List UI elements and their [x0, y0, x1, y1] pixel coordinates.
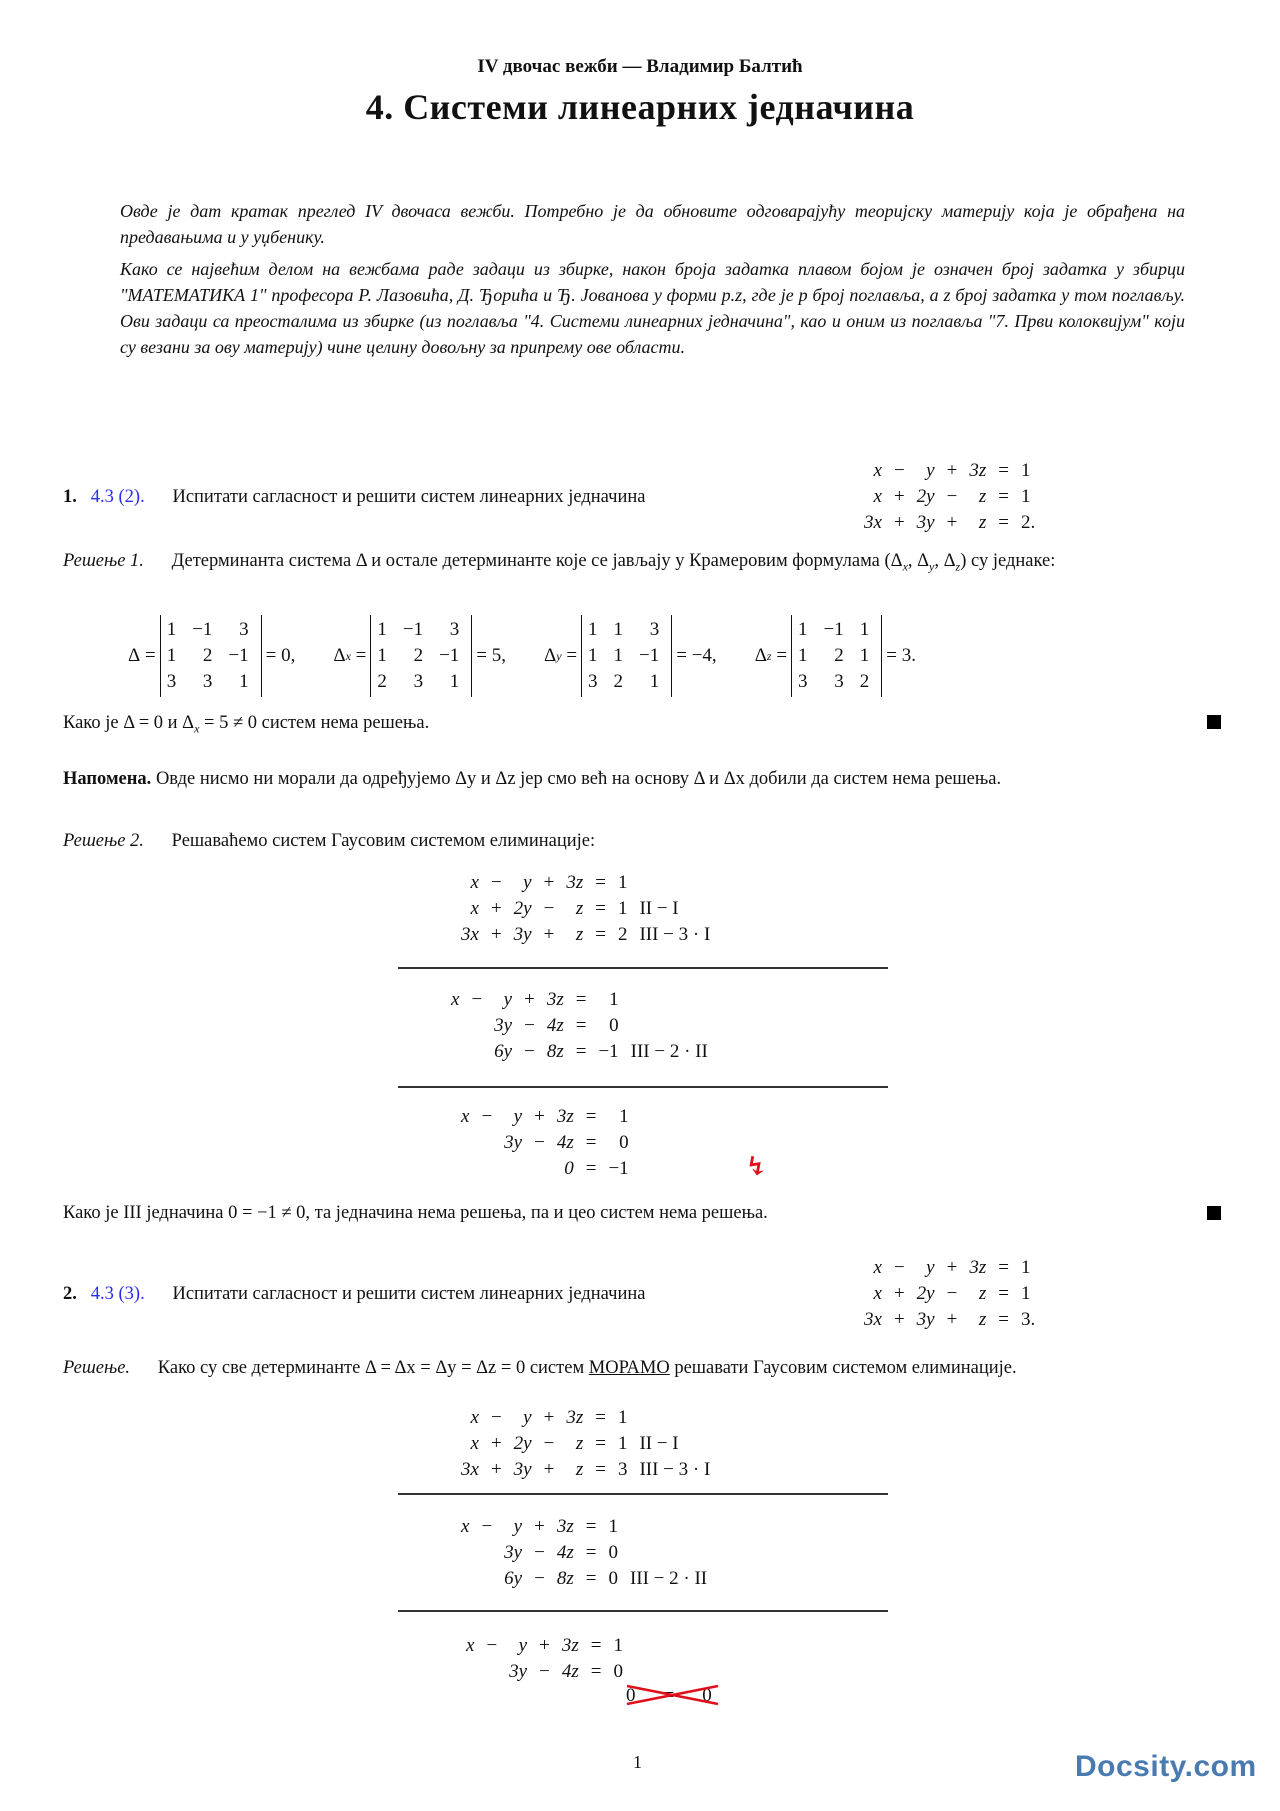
problem-statement: Испитати сагласност и решити систем линеарних једначина [172, 1284, 646, 1304]
note-paragraph: Напомена. Овде нисмо ни морали да одређујемо Δy и Δz јер смо већ на основу Δ и Δx добили да систем нема решења. [63, 769, 1002, 789]
equation-row: x + 2y − z = 1 [873, 486, 1031, 507]
divider [398, 1610, 888, 1612]
determinant-delta: Δ = 1 −1 3 1 2 −1 3 3 1 = 0, [128, 615, 295, 697]
determinant-delta-z: Δ z = 1 −1 1 1 2 1 3 3 2 = 3. [755, 615, 916, 697]
red-cross-out-icon [626, 1684, 720, 1706]
divider [398, 1493, 888, 1495]
docsity-watermark[interactable]: Docsity.com [1075, 1750, 1257, 1783]
gauss-step-3: x − y + 3z = 1 3y − 4z = 0 0 = −1 [461, 1106, 629, 1179]
crossed-out-equation: 0 0 [626, 1685, 712, 1706]
note-label: Напомена. [63, 769, 152, 789]
problem-1-system [858, 458, 1041, 536]
problem-reference-link[interactable]: 4.3 (3). [90, 1284, 145, 1304]
problem-reference-link[interactable]: 4.3 (2). [90, 487, 145, 507]
problem-statement: Испитати сагласност и решити систем линеарних једначина [172, 487, 646, 507]
determinant-delta-x: Δ x = 1 −1 3 1 2 −1 2 3 1 = 5, [333, 615, 506, 697]
gauss-step-1: x − y + 3z = 1 x + 2y − z = 1 II − I 3x + 3y + z = 3 III − 3 · I [461, 1407, 711, 1480]
problem-1-heading [63, 484, 645, 510]
divider [398, 1086, 888, 1088]
contradiction-lightning-icon: ↯ [745, 1152, 768, 1182]
abstract-paragraph-2: Како се највећим делом на вежбама раде задаци из збирке, након броја задатка плавом бојом је означен број задатка у збирци "МАТЕМАТИКА 1" професора Р. Лазовића, Д. Ђорића и Ђ. Јованова у форми p.z, где је p број поглавља, а z број задатка у том поглављу. Ови задаци са преосталима из збирке (из поглавља "4. Системи линеарних једначина", као и оним из поглавља "7. Први колоквијум" који су везани за ову материју) чине целину довољну за припрему ове области. [120, 259, 1185, 357]
qed-square-icon [1207, 1206, 1221, 1220]
problem-number: 2. [63, 1284, 77, 1304]
abstract-paragraph-1: Овде је дат кратак преглед IV двочаса вежби. Потребно је да обновите одговарајућу теоријску материју која је обрађена на предавањима и у уџбенику. [120, 201, 1185, 247]
gauss-step-3: x − y + 3z = 1 3y − 4z = 0 [466, 1635, 623, 1682]
divider [398, 967, 888, 969]
equation-row: 3x + 3y + z = 2. [864, 512, 1036, 533]
solution-label: Решење. [63, 1358, 131, 1378]
qed-square-icon [1207, 715, 1221, 729]
solution-1-intro: Решење 1. Детерминанта система Δ и остале детерминанте које се јављају у Крамеровим формулама ($\Delta_x$, $\Delta_y$, $\Delta_z$) су једнаке: [63, 551, 1056, 574]
equation-row: x − y + 3z = 1 [873, 460, 1031, 481]
solution-2-intro: Решење 2. Решаваћемо систем Гаусовим системом елиминације: [63, 831, 596, 851]
determinants-row [128, 615, 916, 697]
solution-label: Решење 1. [63, 551, 144, 571]
determinant-delta-y: Δ y = 1 1 3 1 1 −1 3 2 1 = −4, [544, 615, 717, 697]
gauss-step-2: x − y + 3z = 1 3y − 4z = 0 6y − 8z = 0 III − 2 · II [461, 1516, 708, 1589]
gauss-step-2: x − y + 3z = 1 3y − 4z = 0 6y − 8z = −1 III − 2 · II [451, 989, 708, 1062]
solution-label: Решење 2. [63, 831, 144, 851]
problem-2-system: x − y + 3z = 1 x + 2y − z = 1 3x + 3y + z = 3. [864, 1257, 1036, 1330]
page-number: 1 [633, 1752, 642, 1772]
page-title: 4. Системи линеарних једначина [365, 87, 915, 127]
problem-2-solution-intro: Решење. Како су све детерминанте Δ = Δx = Δy = Δz = 0 систем МОРАМО решавати Гаусовим системом елиминације. [63, 1358, 1017, 1378]
gauss-step-1: x − y + 3z = 1 x + 2y − z = 1 II − I 3x + 3y + z = 2 III − 3 · I [461, 872, 711, 945]
emphasis-underlined: МОРАМО [588, 1358, 670, 1378]
solution-1-conclusion: Како је Δ = 0 и $\Delta_x = 5 \ne 0$ систем нема решења. [63, 713, 430, 736]
course-header: IV двочас вежби — Владимир Балтић [477, 56, 803, 77]
problem-2-heading [63, 1281, 645, 1307]
solution-2-conclusion: Како је III једначина 0 = −1 ≠ 0, та једначина нема решења, па и цео систем нема решења. [63, 1203, 768, 1223]
problem-number: 1. [63, 487, 77, 507]
